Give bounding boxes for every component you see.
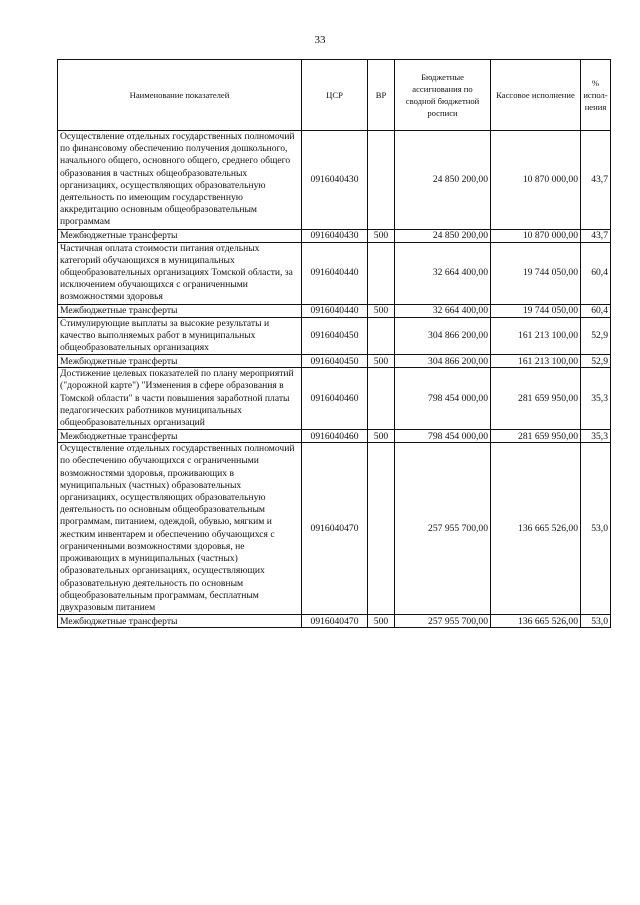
row-pct: 35,3 <box>581 430 611 443</box>
table-row <box>58 368 611 430</box>
table-row <box>58 131 611 230</box>
row-vr <box>368 317 395 355</box>
row-csr: 0916040430 <box>302 229 368 242</box>
row-csr: 0916040470 <box>302 443 368 615</box>
row-cash: 161 213 100,00 <box>491 355 581 368</box>
row-csr: 0916040440 <box>302 304 368 317</box>
header-csr: ЦСР <box>302 60 368 131</box>
table-row <box>58 430 611 443</box>
row-cash: 281 659 950,00 <box>491 430 581 443</box>
row-vr <box>368 242 395 304</box>
row-pct: 53,0 <box>581 443 611 615</box>
row-name: Осуществление отдельных государственных полномочий по обеспечению обучающихся с ограниченными возможностями здоровья, проживающих в муниципальных (частных) образовательных организациях, осуществляющих образовательную деятельность по основным общеобразовательным программам, питанием, одеждой, обувью, мягким и жестким инвентарем и обеспечению обучающихся с ограниченными возможностями здоровья, не проживающих в муниципальных (частных) образовательных организациях, осуществляющих образовательную деятельность по основным общеобразовательным программам, бесплатным двухразовым питанием <box>58 443 302 615</box>
header-cash: Кассовое исполнение <box>491 60 581 131</box>
table-row <box>58 242 611 304</box>
table-row <box>58 229 611 242</box>
table-row <box>58 304 611 317</box>
row-pct: 43,7 <box>581 229 611 242</box>
row-vr <box>368 443 395 615</box>
row-name: Осуществление отдельных государственных полномочий по финансовому обеспечению получения дошкольного, начального общего, основного общего, среднего общего образования в частных общеобразовательных организациях, осуществляющих образовательную деятельность по имеющим государственную аккредитацию основным общеобразовательным программам <box>58 131 302 230</box>
row-budget: 304 866 200,00 <box>395 317 491 355</box>
row-name: Межбюджетные трансферты <box>58 615 302 628</box>
table-header-row <box>58 60 611 131</box>
row-pct: 52,9 <box>581 317 611 355</box>
header-vr: ВР <box>368 60 395 131</box>
row-name: Достижение целевых показателей по плану мероприятий ("дорожной карте") "Изменения в сфере образования в Томской области" в части повышения заработной платы педагогических работников муниципальных общеобразовательных организаций <box>58 368 302 430</box>
table-row <box>58 355 611 368</box>
row-vr <box>368 131 395 230</box>
row-vr: 500 <box>368 615 395 628</box>
row-cash: 281 659 950,00 <box>491 368 581 430</box>
row-budget: 798 454 000,00 <box>395 430 491 443</box>
row-budget: 24 850 200,00 <box>395 229 491 242</box>
row-name: Межбюджетные трансферты <box>58 304 302 317</box>
row-pct: 43,7 <box>581 131 611 230</box>
row-name: Стимулирующие выплаты за высокие результаты и качество выполняемых работ в муниципальных общеобразовательных организациях <box>58 317 302 355</box>
row-cash: 10 870 000,00 <box>491 131 581 230</box>
row-pct: 35,3 <box>581 368 611 430</box>
page-number: 33 <box>314 34 326 46</box>
row-vr: 500 <box>368 355 395 368</box>
row-budget: 32 664 400,00 <box>395 242 491 304</box>
row-cash: 19 744 050,00 <box>491 242 581 304</box>
table-row <box>58 443 611 615</box>
table-row <box>58 615 611 628</box>
budget-execution-table <box>57 59 611 628</box>
row-budget: 304 866 200,00 <box>395 355 491 368</box>
row-csr: 0916040440 <box>302 242 368 304</box>
row-vr: 500 <box>368 430 395 443</box>
row-budget: 798 454 000,00 <box>395 368 491 430</box>
header-name: Наименование показателей <box>58 60 302 131</box>
row-csr: 0916040470 <box>302 615 368 628</box>
row-cash: 10 870 000,00 <box>491 229 581 242</box>
row-csr: 0916040460 <box>302 368 368 430</box>
table-row <box>58 317 611 355</box>
header-pct: % испол-нения <box>581 60 611 131</box>
row-cash: 161 213 100,00 <box>491 317 581 355</box>
row-cash: 19 744 050,00 <box>491 304 581 317</box>
row-name: Межбюджетные трансферты <box>58 430 302 443</box>
row-cash: 136 665 526,00 <box>491 443 581 615</box>
row-csr: 0916040450 <box>302 355 368 368</box>
header-budget: Бюджетные ассигнования по сводной бюджетной росписи <box>395 60 491 131</box>
row-csr: 0916040450 <box>302 317 368 355</box>
row-pct: 60,4 <box>581 242 611 304</box>
row-budget: 24 850 200,00 <box>395 131 491 230</box>
row-vr <box>368 368 395 430</box>
row-vr: 500 <box>368 229 395 242</box>
row-budget: 257 955 700,00 <box>395 443 491 615</box>
row-name: Межбюджетные трансферты <box>58 229 302 242</box>
row-cash: 136 665 526,00 <box>491 615 581 628</box>
row-budget: 32 664 400,00 <box>395 304 491 317</box>
row-budget: 257 955 700,00 <box>395 615 491 628</box>
row-csr: 0916040460 <box>302 430 368 443</box>
row-vr: 500 <box>368 304 395 317</box>
row-name: Межбюджетные трансферты <box>58 355 302 368</box>
row-pct: 53,0 <box>581 615 611 628</box>
row-csr: 0916040430 <box>302 131 368 230</box>
row-name: Частичная оплата стоимости питания отдельных категорий обучающихся в муниципальных общеобразовательных организациях Томской области, за исключением обучающихся с ограниченными возможностями здоровья <box>58 242 302 304</box>
row-pct: 52,9 <box>581 355 611 368</box>
row-pct: 60,4 <box>581 304 611 317</box>
